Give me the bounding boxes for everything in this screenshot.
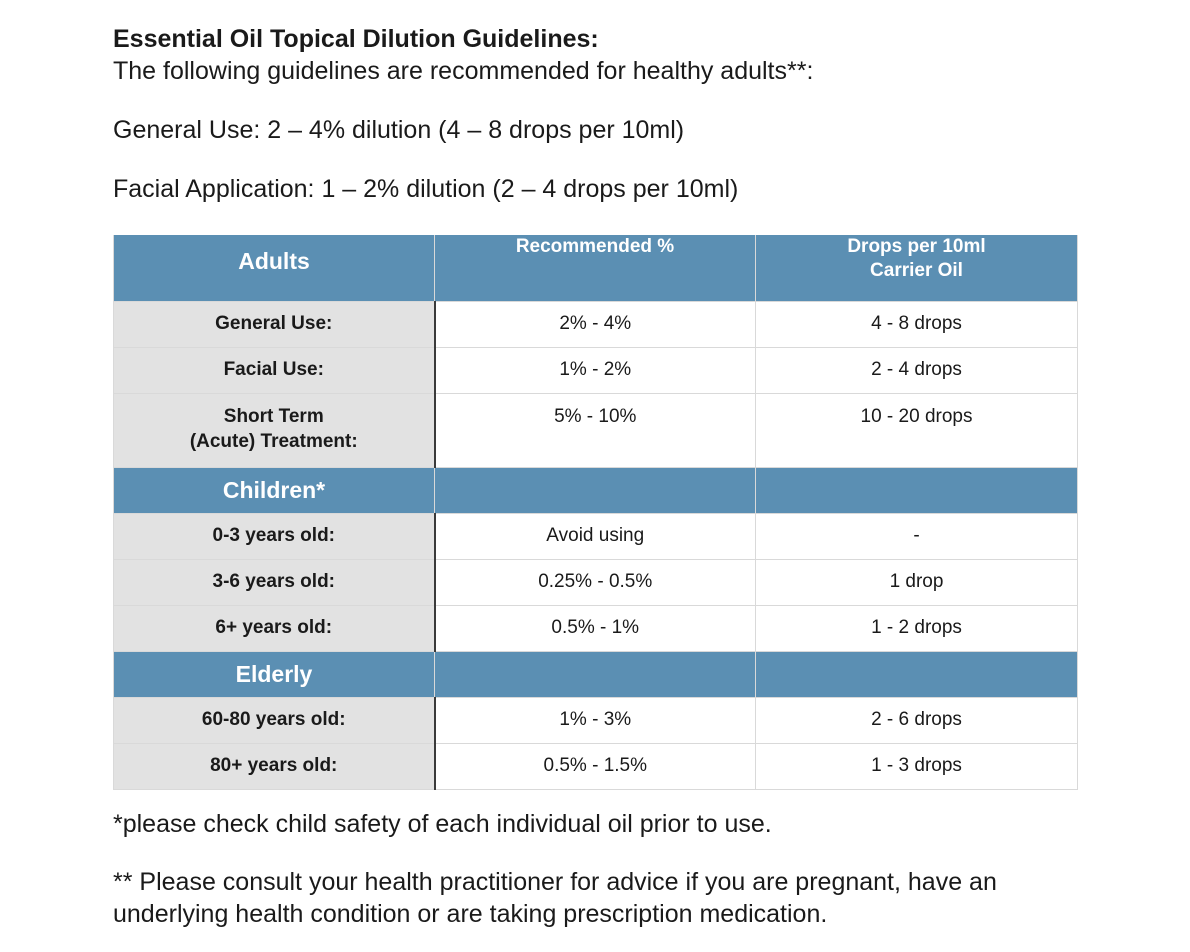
table-row: [114, 513, 1078, 559]
drops-header-line2: Carrier Oil: [870, 260, 963, 281]
drops-cell: 4 - 8 drops: [756, 301, 1078, 347]
row-label: 60-80 years old:: [114, 697, 435, 743]
recommended-percent-cell: 1% - 2%: [435, 347, 756, 393]
recommended-percent-header: Recommended %: [435, 235, 756, 301]
page-heading: Essential Oil Topical Dilution Guidelines:: [113, 25, 599, 53]
adults-header: Adults: [114, 235, 435, 301]
row-label: 80+ years old:: [114, 743, 435, 789]
children-heading: Children*: [114, 467, 435, 513]
section-spacer: [756, 467, 1078, 513]
consult-footnote-line2: underlying health condition or are taking prescription medication.: [113, 900, 828, 928]
section-spacer: [435, 651, 756, 697]
drops-header-line1: Drops per 10ml: [847, 236, 986, 257]
recommended-percent-cell: 0.5% - 1.5%: [435, 743, 756, 789]
drops-cell: -: [756, 513, 1078, 559]
table-row: [114, 605, 1078, 651]
drops-per-10ml-header: [756, 235, 1078, 301]
consult-footnote-line1: ** Please consult your health practitioner for advice if you are pregnant, have an: [113, 868, 997, 896]
recommended-percent-cell: Avoid using: [435, 513, 756, 559]
section-spacer: [435, 467, 756, 513]
drops-cell: 1 drop: [756, 559, 1078, 605]
recommended-percent-cell: 1% - 3%: [435, 697, 756, 743]
table-row: [114, 347, 1078, 393]
elderly-heading: Elderly: [114, 651, 435, 697]
row-label-line1: Short Term: [223, 405, 324, 427]
table-row: [114, 393, 1078, 467]
drops-cell: 10 - 20 drops: [756, 393, 1078, 467]
drops-cell: 1 - 3 drops: [756, 743, 1078, 789]
dilution-table: [113, 235, 1078, 790]
table-row: [114, 697, 1078, 743]
intro-text: The following guidelines are recommended for healthy adults**:: [113, 57, 814, 85]
recommended-percent-cell: 2% - 4%: [435, 301, 756, 347]
row-label-line2: (Acute) Treatment:: [189, 430, 358, 452]
recommended-percent-cell: 0.5% - 1%: [435, 605, 756, 651]
recommended-percent-cell: 0.25% - 0.5%: [435, 559, 756, 605]
row-label: 0-3 years old:: [114, 513, 435, 559]
row-label: 3-6 years old:: [114, 559, 435, 605]
drops-cell: 1 - 2 drops: [756, 605, 1078, 651]
elderly-section-row: [114, 651, 1078, 697]
row-label: [114, 393, 435, 467]
table-row: [114, 559, 1078, 605]
consult-practitioner-footnote: [113, 866, 997, 930]
table-row: [114, 301, 1078, 347]
table-row: [114, 743, 1078, 789]
child-safety-footnote: *please check child safety of each individual oil prior to use.: [113, 810, 772, 838]
facial-application-summary: Facial Application: 1 – 2% dilution (2 – 4 drops per 10ml): [113, 175, 739, 203]
row-label: 6+ years old:: [114, 605, 435, 651]
row-label: General Use:: [114, 301, 435, 347]
table-header-row: [114, 235, 1078, 301]
general-use-summary: General Use: 2 – 4% dilution (4 – 8 drops per 10ml): [113, 116, 685, 144]
children-section-row: [114, 467, 1078, 513]
drops-cell: 2 - 6 drops: [756, 697, 1078, 743]
recommended-percent-cell: 5% - 10%: [435, 393, 756, 467]
drops-cell: 2 - 4 drops: [756, 347, 1078, 393]
section-spacer: [756, 651, 1078, 697]
row-label: Facial Use:: [114, 347, 435, 393]
